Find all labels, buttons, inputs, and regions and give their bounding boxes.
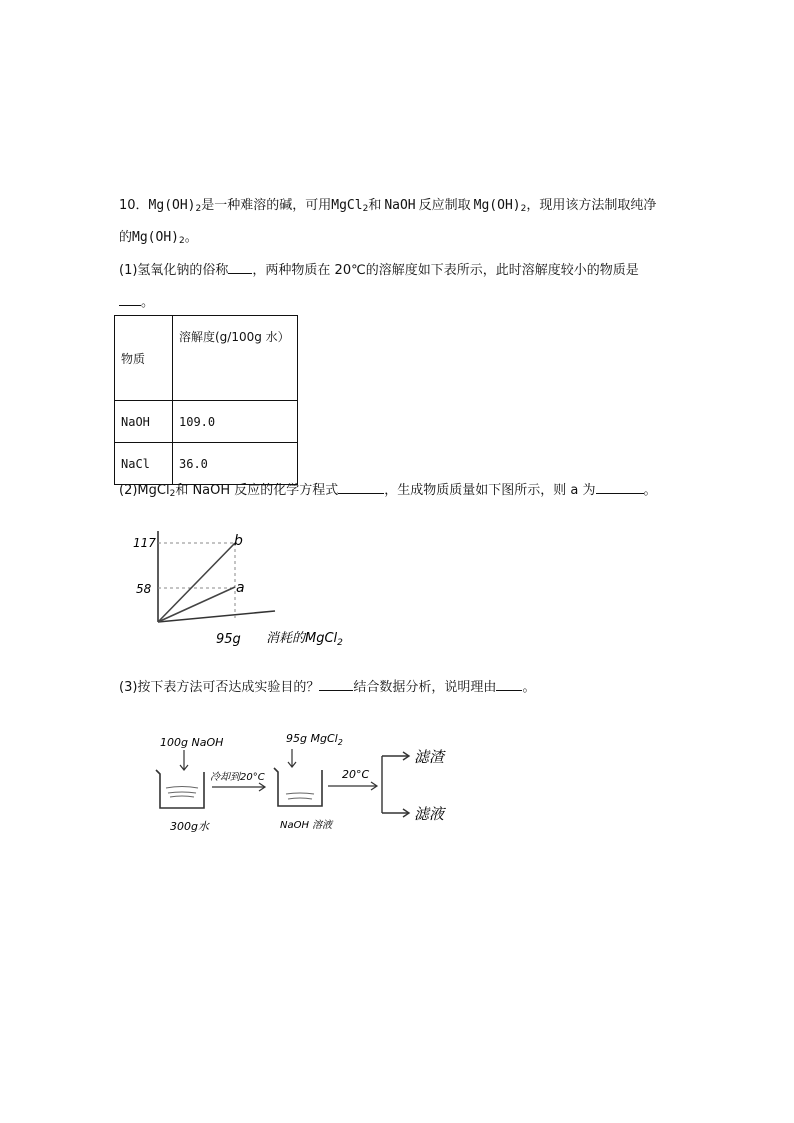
part1-line: (1)氢氧化钠的俗称 ，两种物质在 20℃的溶解度如下表所示，此时溶解度较小的物质是: [119, 263, 639, 278]
answer-blank-4[interactable]: [596, 481, 644, 494]
answer-blank-3[interactable]: [338, 481, 384, 494]
residue-label: 滤渣: [414, 748, 445, 766]
step1-label: 冷却到20°C: [210, 772, 265, 783]
x-axis: [158, 611, 275, 622]
answer-blank-2[interactable]: [119, 293, 141, 306]
line-a-label: a: [236, 580, 245, 596]
step2-label: 20°C: [342, 768, 370, 781]
beaker-2-liquid: [286, 793, 314, 799]
beaker-2-label: NaOH 溶液: [280, 820, 333, 831]
answer-blank-5[interactable]: [319, 678, 353, 691]
add-mgcl2-label: 95g MgCl$_2$: [286, 732, 343, 747]
line-a: [158, 587, 235, 622]
add-naoh-label: 100g NaOH: [160, 736, 224, 749]
beaker-1-liquid: [166, 787, 198, 798]
beaker-2: [274, 768, 322, 806]
beaker-1-label: 300g水: [170, 820, 209, 833]
question-number: 10．: [119, 198, 149, 213]
filtrate-label: 滤液: [414, 805, 445, 823]
table-header-substance: 物质: [115, 316, 173, 401]
x-tick-95: 95g: [216, 632, 241, 647]
y-tick-117: 117: [133, 536, 156, 550]
question-line-1: 10．$Mg(OH)_2$是一种难溶的碱，可用MgCl$_2$和 NaOH 反应制取 $Mg(OH)_2$，现用该方法制取纯净: [119, 198, 657, 214]
y-tick-58: 58: [136, 582, 152, 596]
part1-line-2: 。: [119, 293, 154, 312]
part2-line: (2)MgCl$_2$和 NaOH 反应的化学方程式 ，生成物质质量如下图所示，则 a 为 。: [119, 483, 657, 499]
line-b: [158, 543, 235, 622]
x-axis-label: 消耗的MgCl$_2$: [266, 631, 343, 648]
answer-blank-1[interactable]: [228, 261, 252, 274]
answer-blank-6[interactable]: [496, 678, 522, 691]
line-b-label: b: [234, 533, 243, 549]
product-mass-graph: [130, 525, 380, 655]
table-row: NaCl 36.0: [115, 443, 298, 485]
table-row: NaOH 109.0: [115, 401, 298, 443]
beaker-1: [156, 770, 204, 808]
solubility-table: [114, 315, 298, 485]
experiment-flow-diagram: [150, 722, 470, 842]
table-header-row: [115, 316, 298, 401]
question-line-2: 的$Mg(OH)_2$。: [119, 230, 198, 246]
part3-line: (3)按下表方法可否达成实验目的？ 结合数据分析，说明理由 。: [119, 680, 536, 695]
table-header-solubility: 溶解度(g/100g 水）: [173, 316, 298, 401]
